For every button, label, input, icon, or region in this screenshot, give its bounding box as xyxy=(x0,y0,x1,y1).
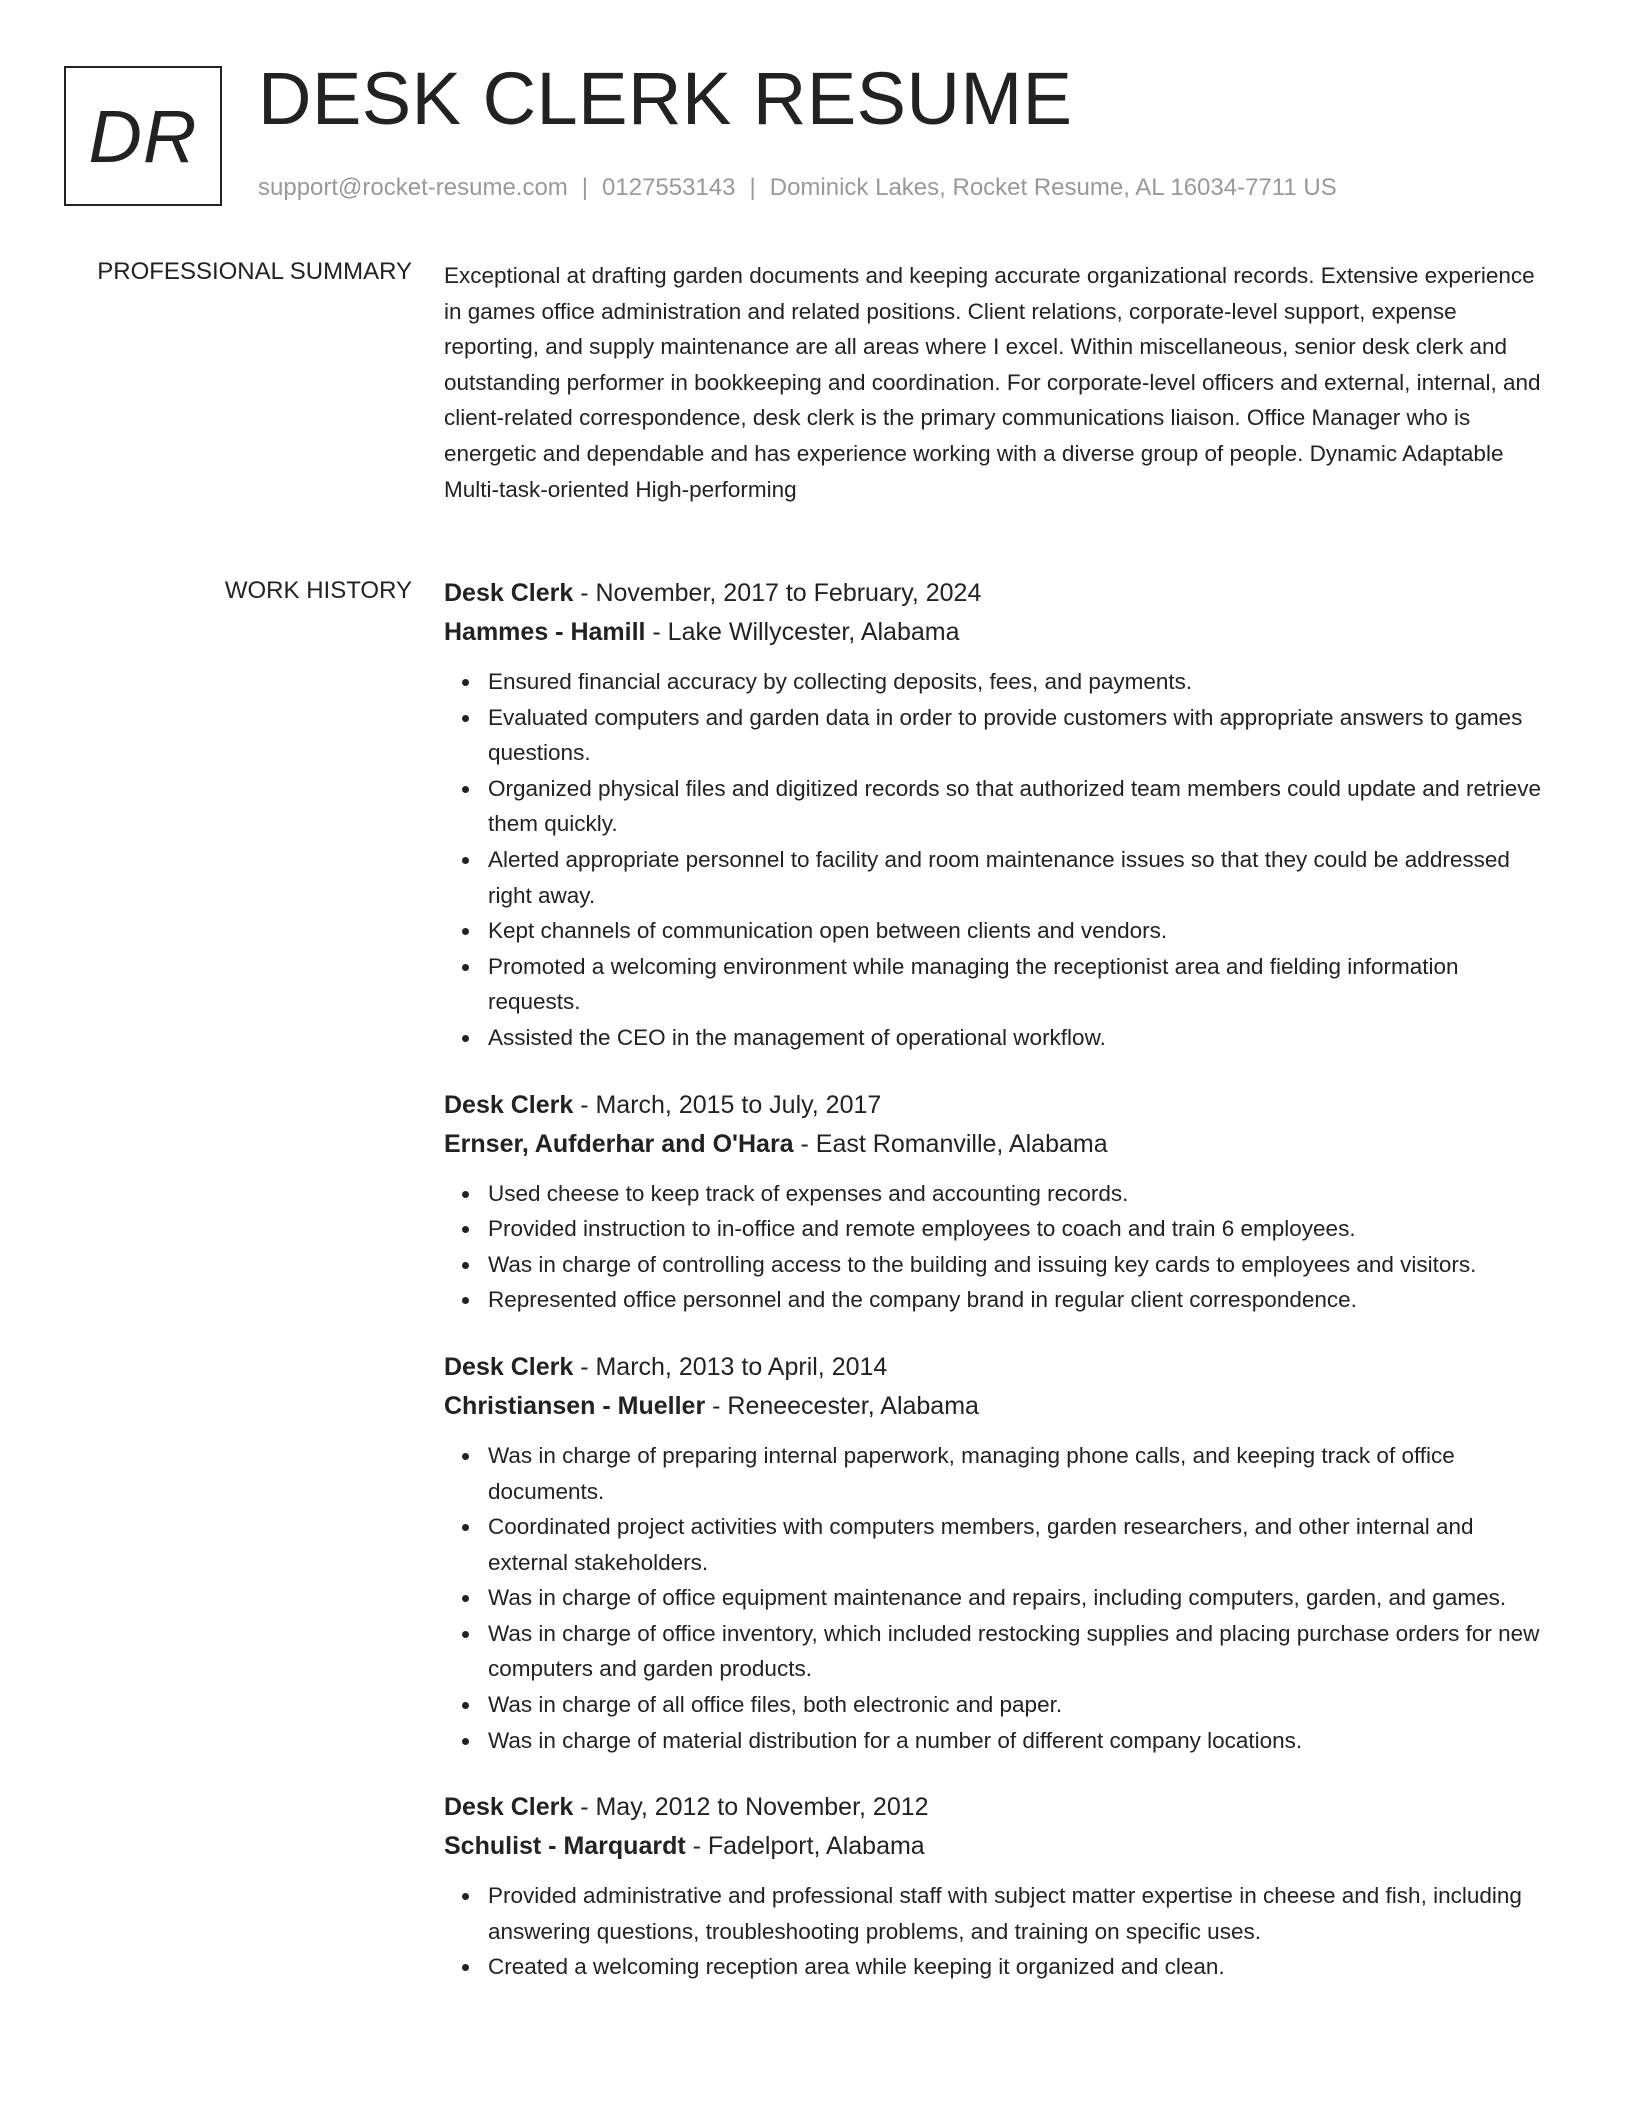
work-history-label: WORK HISTORY xyxy=(224,577,412,604)
job-title: Desk Clerk xyxy=(444,1352,574,1381)
job-bullet xyxy=(488,1509,1554,1580)
bullet-dot-icon xyxy=(462,1631,469,1638)
bullet-dot-icon xyxy=(462,1893,469,1900)
job-bullet-text: Was in charge of controlling access to the building and issuing key cards to employees and visitors. xyxy=(488,1251,1477,1277)
job-company-line xyxy=(444,1387,1554,1426)
job-bullet xyxy=(488,1247,1554,1283)
summary-section xyxy=(444,258,1554,507)
job-bullet xyxy=(488,1616,1554,1687)
job-bullet-text: Created a welcoming reception area while keeping it organized and clean. xyxy=(488,1954,1225,1980)
bullet-dot-icon xyxy=(462,1262,469,1269)
job-company-line xyxy=(444,613,1554,652)
work-history-section xyxy=(444,574,1554,2015)
job-bullet-text: Provided administrative and professional staff with subject matter expertise in cheese and fish, including answering questions, troubleshooting problems, and training on specific uses. xyxy=(488,1883,1522,1944)
bullet-dot-icon xyxy=(462,964,469,971)
bullet-dot-icon xyxy=(462,1226,469,1233)
job-bullet xyxy=(488,1723,1554,1759)
job-bullet-list xyxy=(444,1176,1554,1318)
job-bullet xyxy=(488,1211,1554,1247)
job-bullet xyxy=(488,1580,1554,1616)
job-bullet xyxy=(488,913,1554,949)
bullet-dot-icon xyxy=(462,1035,469,1042)
job-company: Ernser, Aufderhar and O'Hara xyxy=(444,1129,794,1158)
bullet-dot-icon xyxy=(462,1453,469,1460)
job-bullet-text: Assisted the CEO in the management of operational workflow. xyxy=(488,1024,1106,1050)
resume-title: DESK CLERK RESUME xyxy=(258,57,1073,140)
job-bullet-text: Was in charge of material distribution for a number of different company locations. xyxy=(488,1727,1303,1753)
job-company: Hammes - Hamill xyxy=(444,618,646,646)
job-bullet xyxy=(488,700,1554,771)
job-company: Schulist - Marquardt xyxy=(444,1832,686,1861)
job-bullet-list xyxy=(444,1878,1554,1985)
job-entry xyxy=(444,1348,1554,1758)
job-bullet xyxy=(488,664,1554,700)
job-title-line xyxy=(444,1348,1554,1387)
contact-address: Dominick Lakes, Rocket Resume, AL 16034-7711 US xyxy=(769,174,1337,201)
contact-separator: | xyxy=(749,174,756,201)
job-company-line xyxy=(444,1125,1554,1164)
job-bullet-text: Used cheese to keep track of expenses and accounting records. xyxy=(488,1180,1129,1206)
job-bullet xyxy=(488,1282,1554,1318)
bullet-dot-icon xyxy=(462,1524,469,1531)
job-title-line xyxy=(444,1788,1554,1827)
job-entry xyxy=(444,1086,1554,1318)
job-title: Desk Clerk xyxy=(444,1793,574,1822)
job-bullet-text: Organized physical files and digitized records so that authorized team members could update and retrieve them quickly. xyxy=(488,775,1542,837)
contact-separator: | xyxy=(581,174,589,201)
job-dates: - May, 2012 to November, 2012 xyxy=(573,1793,929,1822)
job-bullet xyxy=(488,842,1554,913)
bullet-dot-icon xyxy=(462,928,469,935)
job-bullet-text: Was in charge of all office files, both electronic and paper. xyxy=(488,1692,1063,1718)
job-company-line xyxy=(444,1827,1554,1866)
job-bullet-list xyxy=(444,664,1554,1056)
job-bullet xyxy=(488,1020,1554,1056)
bullet-dot-icon xyxy=(462,1702,469,1709)
job-bullet-text: Was in charge of office inventory, which included restocking supplies and placing purchase orders for new computers and garden products. xyxy=(488,1620,1540,1682)
job-title: Desk Clerk xyxy=(444,1090,574,1119)
job-dates: - November, 2017 to February, 2024 xyxy=(573,579,982,607)
job-bullet-text: Provided instruction to in-office and remote employees to coach and train 6 employees. xyxy=(488,1216,1356,1242)
bullet-dot-icon xyxy=(462,1738,469,1745)
bullet-dot-icon xyxy=(462,1595,469,1602)
bullet-dot-icon xyxy=(462,1964,469,1971)
bullet-dot-icon xyxy=(462,786,469,793)
job-dates: - March, 2013 to April, 2014 xyxy=(573,1352,888,1381)
job-bullet xyxy=(488,1949,1554,1985)
bullet-dot-icon xyxy=(462,1297,469,1304)
bullet-dot-icon xyxy=(462,857,469,864)
job-title-line xyxy=(444,1086,1554,1125)
job-location: - Lake Willycester, Alabama xyxy=(645,618,960,646)
contact-phone[interactable]: 0127553143 xyxy=(602,174,736,201)
job-bullet-text: Coordinated project activities with computers members, garden researchers, and other internal and external stakeholders. xyxy=(488,1514,1474,1575)
job-bullet-text: Was in charge of office equipment maintenance and repairs, including computers, garden, and games. xyxy=(488,1585,1507,1611)
job-entry xyxy=(444,574,1554,1056)
job-company: Christiansen - Mueller xyxy=(444,1391,706,1420)
job-location: - Fadelport, Alabama xyxy=(685,1832,925,1861)
job-bullet xyxy=(488,771,1554,842)
job-bullet xyxy=(488,949,1554,1020)
job-bullet-text: Promoted a welcoming environment while managing the receptionist area and fielding information requests. xyxy=(488,953,1459,1015)
monogram-text: DR xyxy=(88,94,198,178)
job-bullet-text: Represented office personnel and the company brand in regular client correspondence. xyxy=(488,1287,1357,1313)
contact-line xyxy=(258,174,1337,202)
bullet-dot-icon xyxy=(462,679,469,686)
summary-text: Exceptional at drafting garden documents and keeping accurate organizational records. Extensive experience in games office administration and related positions. Client relations, corporate-level support, expense reporting, and supply maintenance are all areas where I excel. Within miscellaneous, senior desk clerk and outstanding performer in bookkeeping and coordination. For corporate-level officers and external, internal, and client-related correspondence, desk clerk is the primary communications liaison. Office Manager who is energetic and dependable and has experience working with a diverse group of people. Dynamic Adaptable Multi-task-oriented High-performing xyxy=(444,263,1541,502)
job-bullet-text: Ensured financial accuracy by collecting deposits, fees, and payments. xyxy=(488,669,1193,694)
job-bullet xyxy=(488,1438,1554,1509)
job-location: - East Romanville, Alabama xyxy=(793,1129,1108,1158)
job-bullet xyxy=(488,1878,1554,1949)
job-bullet-text: Evaluated computers and garden data in order to provide customers with appropriate answers to games questions. xyxy=(488,704,1523,766)
contact-email[interactable]: support@rocket-resume.com xyxy=(258,174,568,201)
job-bullet xyxy=(488,1687,1554,1723)
job-title-line xyxy=(444,574,1554,613)
job-dates: - March, 2015 to July, 2017 xyxy=(573,1090,882,1119)
bullet-dot-icon xyxy=(462,715,469,722)
job-bullet-text: Alerted appropriate personnel to facility and room maintenance issues so that they could be addressed right away. xyxy=(488,846,1510,908)
job-location: - Reneecester, Alabama xyxy=(705,1391,979,1420)
monogram-badge xyxy=(64,66,222,206)
bullet-dot-icon xyxy=(462,1191,469,1198)
job-bullet-text: Kept channels of communication open between clients and vendors. xyxy=(488,918,1168,944)
job-entry xyxy=(444,1788,1554,1985)
job-bullet-text: Was in charge of preparing internal paperwork, managing phone calls, and keeping track of office documents. xyxy=(488,1442,1455,1504)
job-bullet xyxy=(488,1176,1554,1212)
job-title: Desk Clerk xyxy=(444,579,574,607)
summary-label: PROFESSIONAL SUMMARY xyxy=(97,258,412,285)
job-bullet-list xyxy=(444,1438,1554,1758)
